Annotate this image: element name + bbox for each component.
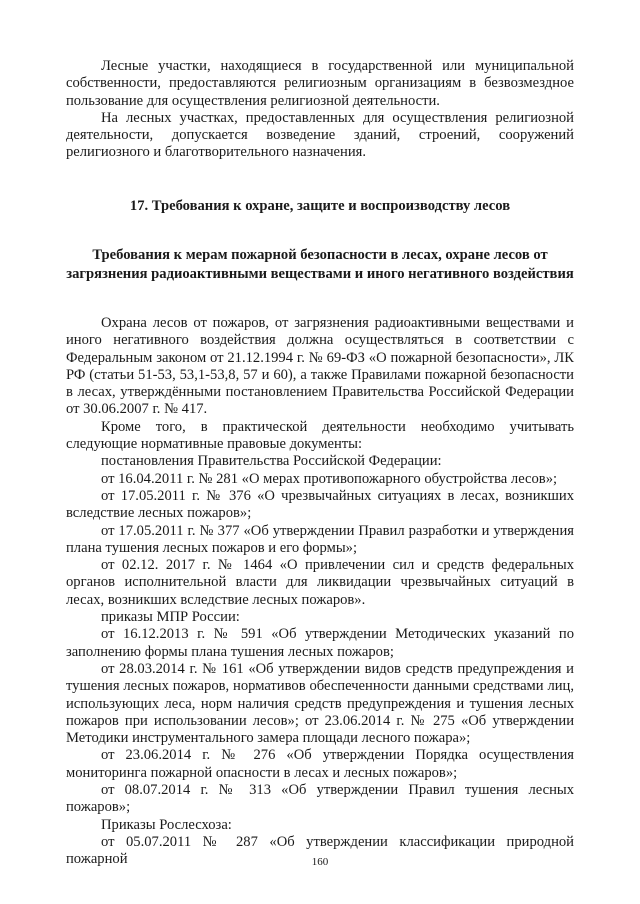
list-item: от 17.05.2011 г. № 377 «Об утверждении Правил разработки и утверждения плана тушения лесных пожаров и его формы»; <box>66 522 574 556</box>
list-heading: Приказы Рослесхоза: <box>101 816 232 833</box>
list-item: от 16.04.2011 г. № 281 «О мерах противопожарного обустройства лесов»; <box>101 470 558 487</box>
intro-block <box>66 58 574 162</box>
page-number: 160 <box>311 856 329 868</box>
list-heading: приказы МПР России: <box>101 609 240 626</box>
list-item: от 05.07.2011 № 287 «Об утверждении классификации природной пожарной <box>66 833 574 868</box>
paragraph: Кроме того, в практической деятельности необходимо учитывать следующие нормативные правовые документы: <box>66 418 574 453</box>
list-item: от 23.06.2014 г. № 276 «Об утверждении Порядка осуществления мониторинга пожарной опасности в лесах и лесных пожаров»; <box>66 747 574 781</box>
list-item: от 28.03.2014 г. № 161 «Об утверждении видов средств предупреждения и тушения лесных пожаров, нормативов обеспеченности данными средствами лиц, использующих леса, норм наличия средств предупреждения и тушения лесных пожаров при использовании лесов»; от 23.06.2014 г. № 275 «Об утверждении Методики инструментального замера площади лесного пожара»; <box>66 660 574 747</box>
paragraph: Охрана лесов от пожаров, от загрязнения радиоактивными веществами и иного негативного воздействия должна осуществляться в соответствии с Федеральным законом от 21.12.1994 г. № 69-ФЗ «О пожарной безопасности», ЛК РФ (статьи 51-53, 53,1-53,8, 57 и 60), а также Правилами пожарной безопасности в лесах, утверждёнными постановлением Правительства Российской Федерации от 30.06.2007 г. № 417. <box>66 315 574 418</box>
list-item: от 08.07.2014 г. № 313 «Об утверждении Правил тушения лесных пожаров»; <box>66 782 574 816</box>
list-item: от 17.05.2011 г. № 376 «О чрезвычайных ситуациях в лесах, возникших вследствие лесных пожаров»; <box>66 487 574 522</box>
list-item: от 16.12.2013 г. № 591 «Об утверждении Методических указаний по заполнению формы плана тушения лесных пожаров; <box>66 626 574 660</box>
section-title: 17. Требования к охране, защите и воспроизводству лесов <box>129 198 511 214</box>
paragraph: На лесных участках, предоставленных для осуществления религиозной деятельности, допускается возведение зданий, строений, сооружений религиозного и благотворительного назначения. <box>66 109 574 161</box>
list-item: от 02.12. 2017 г. № 1464 «О привлечении сил и средств федеральных органов исполнительной власти для ликвидации чрезвычайных ситуаций в лесах, возникших вследствие лесных пожаров». <box>66 557 574 608</box>
body-text <box>66 315 574 869</box>
subsection-title: Требования к мерам пожарной безопасности в лесах, охране лесов от загрязнения радиоактивными веществами и иного негативного воздействия <box>66 247 574 282</box>
paragraph: Лесные участки, находящиеся в государственной или муниципальной собственности, предоставляются религиозным организациям в безвозмездное пользование для осуществления религиозной деятельности. <box>66 58 574 109</box>
list-heading: постановления Правительства Российской Федерации: <box>101 453 442 470</box>
